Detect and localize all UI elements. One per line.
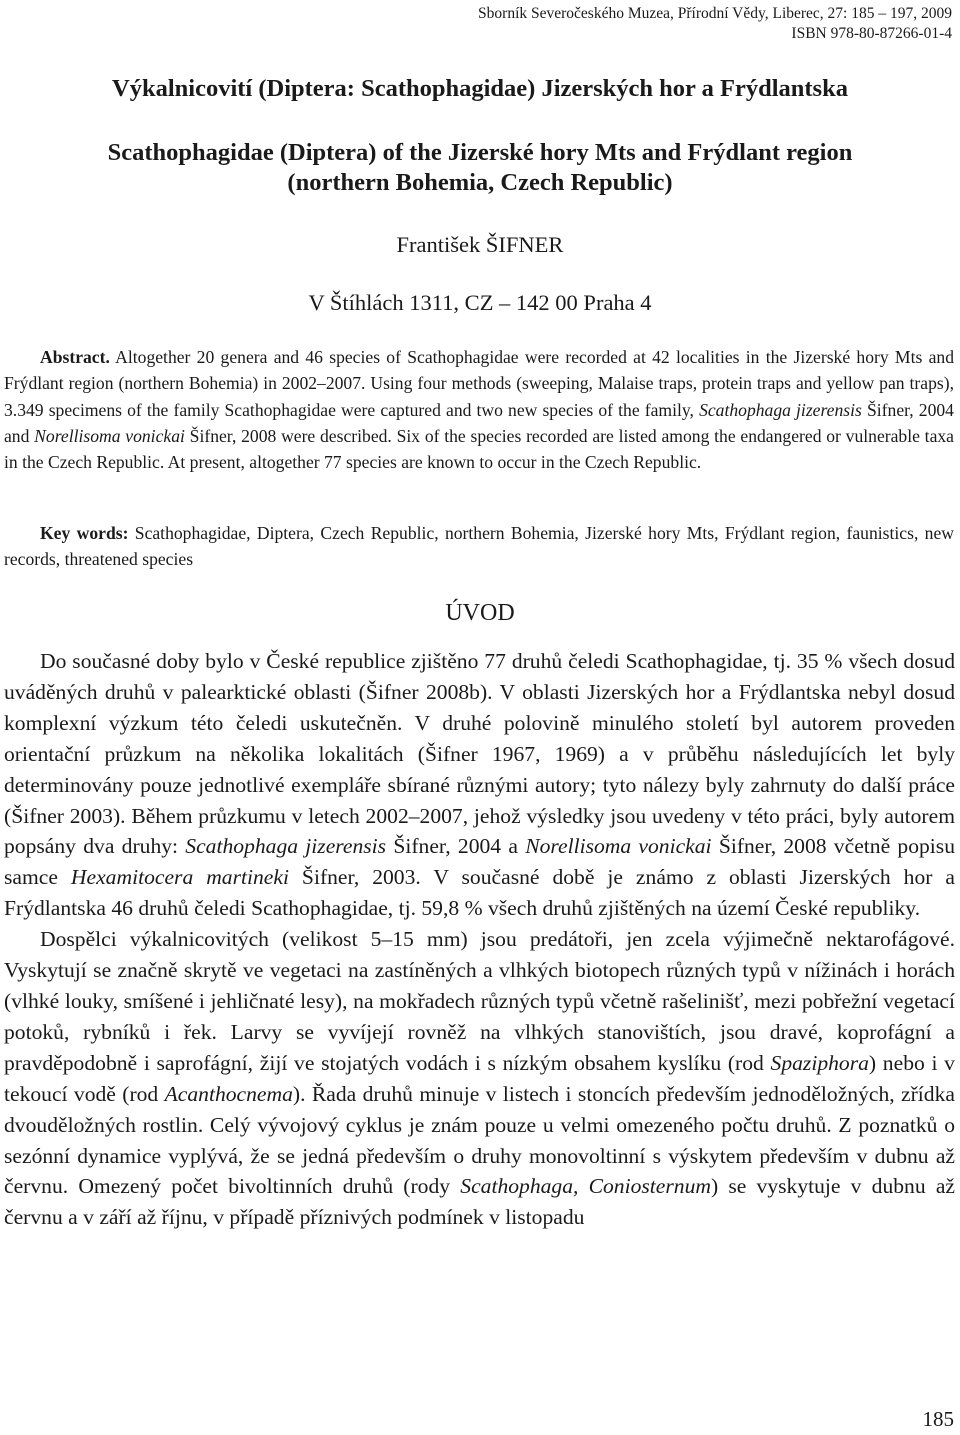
p2-text-4: ) se vyskytuje v dubnu až červnu a v září až říjnu, v případě příznivých podmínek v listopadu — [4, 1174, 955, 1230]
p1-species-2: Norellisoma vonickai — [525, 834, 712, 859]
paragraph-2 — [4, 924, 955, 1233]
author-address: V Štíhlách 1311, CZ – 142 00 Praha 4 — [308, 290, 652, 315]
p2-text-1: Dospělci výkalnicovitých (velikost 5–15 mm) jsou predátoři, jen zcela výjimečně nektarofágové. Vyskytují se značně skrytě ve vegetaci na zastíněných a vlhkých biotopech různých typů v nížinách i horách (vlhké louky, smíšené i jehličnaté lesy), na mokřadech různých typů včetně rašelinišť, mezi pobřežní vegetací potoků, rybníků i řek. Larvy se vyvíjejí rovněž na vlhkých stanovištích, jsou dravé, koprofágní a pravděpodobně i saprofágní, žijí ve stojatých vodách i s nízkým obsahem kyslíku (rod — [4, 927, 955, 1075]
p1-species-1: Scathophaga jizerensis — [185, 834, 387, 859]
p1-species-3: Hexamitocera martineki — [70, 865, 289, 890]
p1-text-1: Do současné doby bylo v České republice zjištěno 77 druhů čeledi Scathophagidae, tj. 35 % všech dosud uváděných druhů v palearktické oblasti (Šifner 2008b). V oblasti Jizerských hor a Frýdlantska nebyl dosud komplexní výzkum této čeledi uskutečněn. V druhé polovině minulého století byl autorem proveden orientační průzkum na několika lokalitách (Šifner 1967, 1969) a v průběhu následujících let byly determinovány pouze jednotlivé exempláře sbírané různými autory; tyto nálezy byly zahrnuty do další práce (Šifner 2003). Během průzkumu v letech 2002–2007, jehož výsledky jsou uvedeny v této práci, byly autorem popsány dva druhy: — [4, 649, 955, 859]
author-name: František ŠIFNER — [396, 232, 564, 257]
keywords-label: Key words: — [40, 523, 129, 543]
journal-header — [252, 4, 952, 44]
keywords — [4, 520, 954, 573]
journal-citation: Sborník Severočeského Muzea, Přírodní Vědy, Liberec, 27: 185 – 197, 2009 — [478, 5, 952, 22]
page-number: 185 — [922, 1407, 954, 1431]
paragraph-1 — [4, 646, 955, 924]
p2-text-2: ) nebo i v tekoucí vodě (rod — [4, 1050, 955, 1106]
abstract-species-2: Norellisoma vonickai — [34, 425, 185, 446]
title-english — [0, 138, 960, 198]
section-title: ÚVOD — [445, 600, 515, 626]
body-text — [4, 646, 955, 1233]
title-english-line1: Scathophagidae (Diptera) of the Jizerské hory Mts and Frýdlant region — [107, 139, 853, 166]
title-czech: Výkalnicovití (Diptera: Scathophagidae) Jizerských hor a Frýdlantska — [112, 75, 848, 102]
abstract-text-2: Šifner, 2004 and — [4, 399, 954, 446]
abstract-text-1: Altogether 20 genera and 46 species of Scathophagidae were recorded at 42 localities in the Jizerské hory Mts and Frýdlant region (northern Bohemia) in 2002–2007. Using four methods (sweeping, Malaise traps, protein traps and yellow pan traps), 3.349 specimens of the family Scathophagidae were captured and two new species of the family, — [4, 347, 954, 420]
isbn: ISBN 978-80-87266-01-4 — [791, 25, 952, 42]
abstract-indent — [4, 347, 40, 367]
p1-text-4: Šifner, 2003. V současné době je známo z oblasti Jizerských hor a Frýdlantska 46 druhů čeledi Scathophagidae, tj. 59,8 % všech druhů zjištěných na území České republiky. — [4, 865, 955, 921]
abstract — [4, 344, 954, 475]
p2-text-3: ). Řada druhů minuje v listech i stoncích především jednoděložných, zřídka dvouděložných rostlin. Celý vývojový cyklus je znám pouze u velmi omezeného počtu druhů. Z poznatků o sezónní dynamice vyplývá, že se jedná především o druhy monovoltinní s výskytem především v dubnu až červnu. Omezený počet bivoltinních druhů (rody — [4, 1081, 955, 1199]
p1-text-2: Šifner, 2004 a — [386, 834, 526, 859]
p1-text-3: Šifner, 2008 včetně popisu samce — [4, 834, 955, 890]
p2-genus-1: Spaziphora — [770, 1050, 869, 1075]
title-english-line2: (northern Bohemia, Czech Republic) — [287, 169, 673, 196]
p2-genus-2: Acanthocnema — [164, 1081, 293, 1106]
abstract-text-3: Šifner, 2008 were described. Six of the species recorded are listed among the endangered or vulnerable taxa in the Czech Republic. At present, altogether 77 species are known to occur in the Czech Republic. — [4, 425, 954, 473]
abstract-species-1: Scathophaga jizerensis — [699, 399, 862, 420]
keywords-indent — [4, 523, 40, 543]
abstract-label: Abstract. — [40, 347, 110, 367]
keywords-text: Scathophagidae, Diptera, Czech Republic, northern Bohemia, Jizerské hory Mts, Frýdlant region, faunistics, new records, threatened species — [4, 523, 954, 570]
p2-genus-3: Scathophaga, Coniosternum — [460, 1174, 711, 1199]
